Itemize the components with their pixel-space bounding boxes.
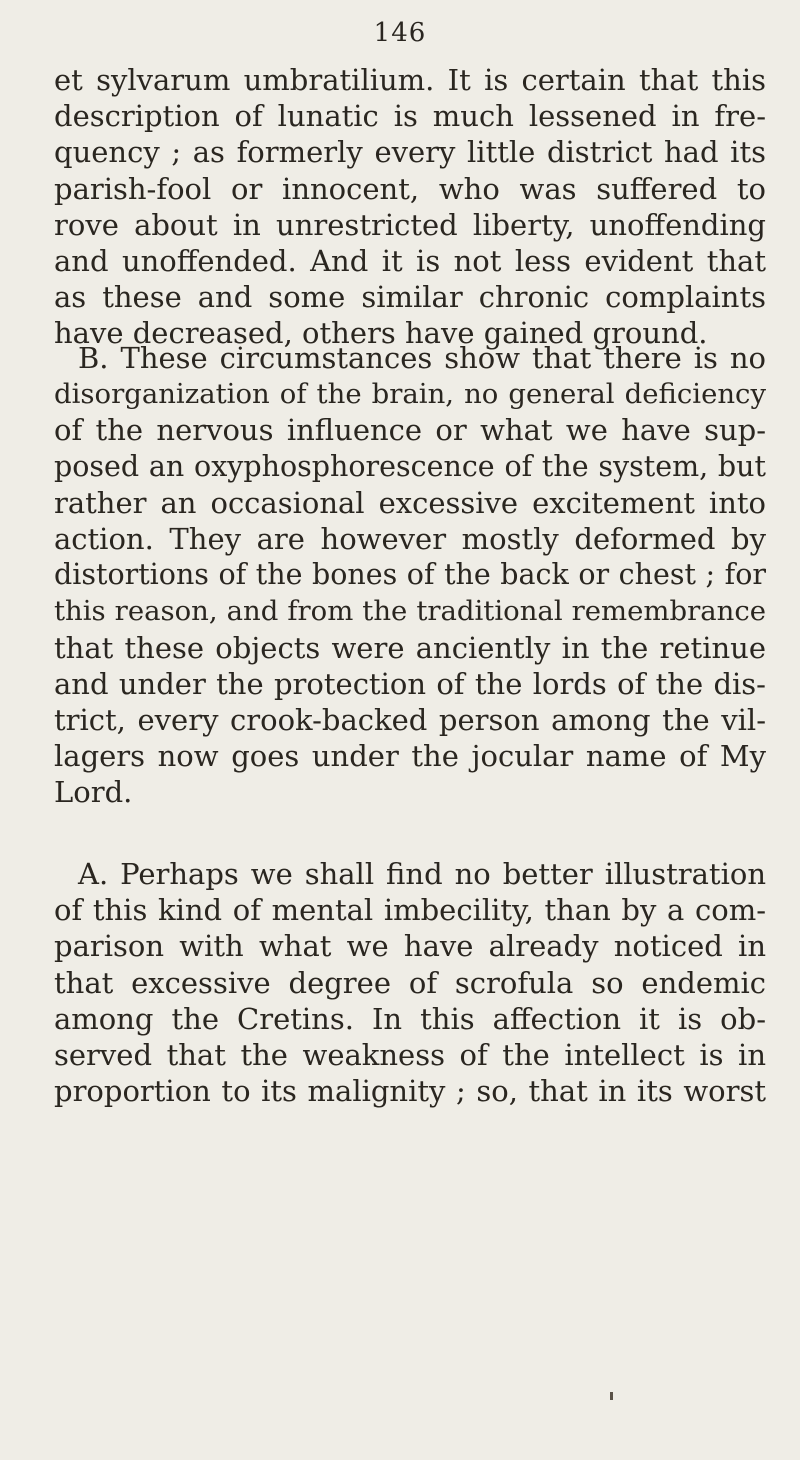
text-line: lagers now goes under the jocular name of My (54, 739, 766, 774)
paragraph-lunatic-description (54, 62, 766, 352)
text-line: Lord. (54, 775, 133, 810)
text-line: trict, every crook-backed person among the vil- (54, 703, 766, 738)
text-line: served that the weakness of the intellect is in (54, 1038, 766, 1073)
text-line: that these objects were anciently in the retinue (54, 630, 766, 665)
text-line: A. Perhaps we shall find no better illustration (78, 857, 766, 891)
text-line: and unoffended. And it is not less evident that (54, 244, 766, 279)
text-line: among the Cretins. In this affection it is ob- (54, 1001, 766, 1036)
text-line: action. They are however mostly deformed by (54, 522, 766, 557)
text-line: disorganization of the brain, no general deficiency (54, 378, 766, 411)
text-line: proportion to its malignity ; so, that in its worst (54, 1074, 766, 1109)
text-line: B. These circumstances show that there is no (78, 341, 766, 375)
text-line: et sylvarum umbratilium. It is certain that this (54, 63, 766, 97)
text-line: parish-fool or innocent, who was suffered to (54, 171, 766, 206)
text-line: distortions of the bones of the back or chest ; for (54, 558, 766, 592)
text-line: posed an oxyphosphorescence of the system, but (54, 449, 766, 483)
text-line: quency ; as formerly every little district had its (54, 135, 766, 170)
text-line: of the nervous influence or what we have sup- (54, 413, 766, 448)
text-line: have decreased, others have gained ground. (54, 316, 708, 351)
text-line: this reason, and from the traditional remembrance (54, 595, 766, 628)
text-line: parison with what we have already noticed in (54, 929, 766, 964)
text-line: of this kind of mental imbecility, than by a com- (54, 893, 766, 928)
text-line: and under the protection of the lords of the dis- (54, 666, 766, 701)
page-number: 146 (373, 18, 427, 48)
text-line: rather an occasional excessive excitement into (54, 485, 766, 520)
text-line: that excessive degree of scrofula so endemic (54, 965, 766, 1000)
text-line: description of lunatic is much lessened in fre- (54, 99, 766, 134)
ink-mark (610, 1392, 613, 1400)
paragraph-a-illustration (54, 856, 766, 1109)
paragraph-b-circumstances (54, 340, 766, 811)
text-line: rove about in unrestricted liberty, unoffending (54, 207, 766, 242)
text-line: as these and some similar chronic complaints (54, 280, 766, 315)
